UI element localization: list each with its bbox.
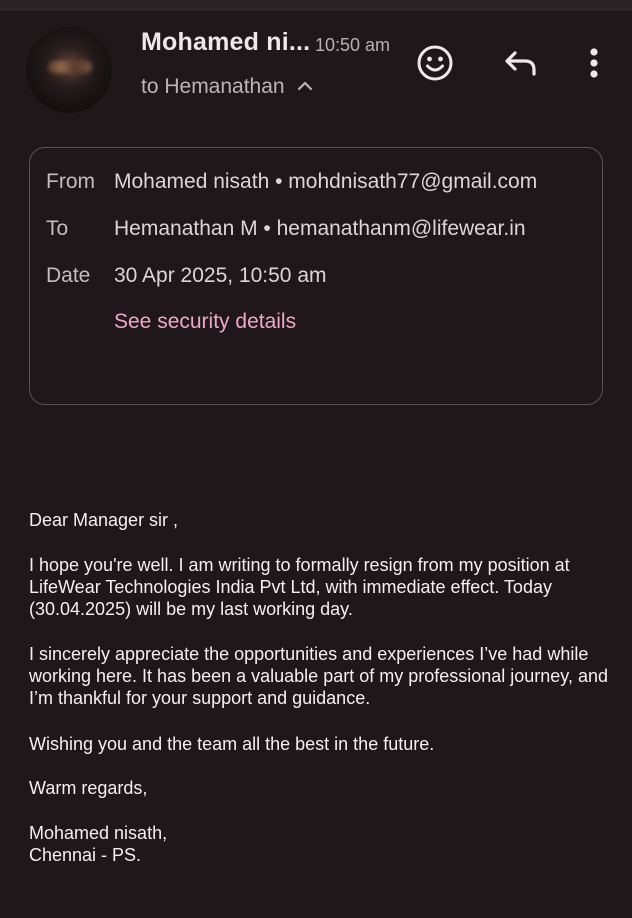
recipient-summary-text: to Hemanathan — [141, 75, 285, 98]
signature-name: Mohamed nisath, — [29, 823, 168, 843]
email-closing — [29, 777, 609, 799]
sender-avatar[interactable] — [26, 27, 112, 113]
paragraph-1-text: I hope you're well. I am writing to formally resign from my position at LifeWear Technologies India Pvt Ltd, with immediate effect. Today (30.04.2025) will be my last working day. — [29, 555, 570, 619]
smiley-face-icon — [416, 44, 454, 87]
security-details-link[interactable]: See security details — [114, 310, 297, 333]
from-label: From — [46, 170, 95, 193]
email-paragraph-1 — [29, 554, 609, 620]
to-value: Hemanathan M • hemanathanm@lifewear.in — [114, 217, 526, 240]
closing-text: Warm regards, — [29, 778, 148, 798]
reply-arrow-icon — [503, 48, 539, 83]
date-value: 30 Apr 2025, 10:50 am — [114, 264, 327, 287]
recipient-summary[interactable] — [141, 73, 313, 99]
email-paragraph-2 — [29, 643, 609, 709]
email-time: 10:50 am — [315, 35, 391, 55]
more-vertical-icon — [589, 47, 599, 84]
chevron-up-icon[interactable] — [297, 73, 313, 97]
to-label: To — [46, 217, 69, 240]
paragraph-3-text: Wishing you and the team all the best in the future. — [29, 734, 435, 754]
from-value: Mohamed nisath • mohdnisath77@gmail.com — [114, 170, 538, 193]
email-signature — [29, 822, 609, 866]
status-strip — [0, 0, 632, 11]
greeting-text: Dear Manager sir , — [29, 510, 179, 530]
paragraph-2-text: I sincerely appreciate the opportunities and experiences I’ve had while working here. It has been a valuable part of my professional journey, and I’m thankful for your support and guidance. — [29, 644, 609, 708]
avatar-photo-lights — [48, 61, 92, 73]
date-label: Date — [46, 264, 91, 287]
email-paragraph-3 — [29, 733, 609, 755]
react-emoji-button[interactable] — [414, 44, 456, 86]
sender-name[interactable]: Mohamed ni... — [141, 28, 311, 56]
signature-location: Chennai - PS. — [29, 845, 142, 865]
reply-button[interactable] — [499, 44, 543, 86]
more-options-button[interactable] — [578, 44, 610, 86]
email-greeting — [29, 509, 609, 531]
